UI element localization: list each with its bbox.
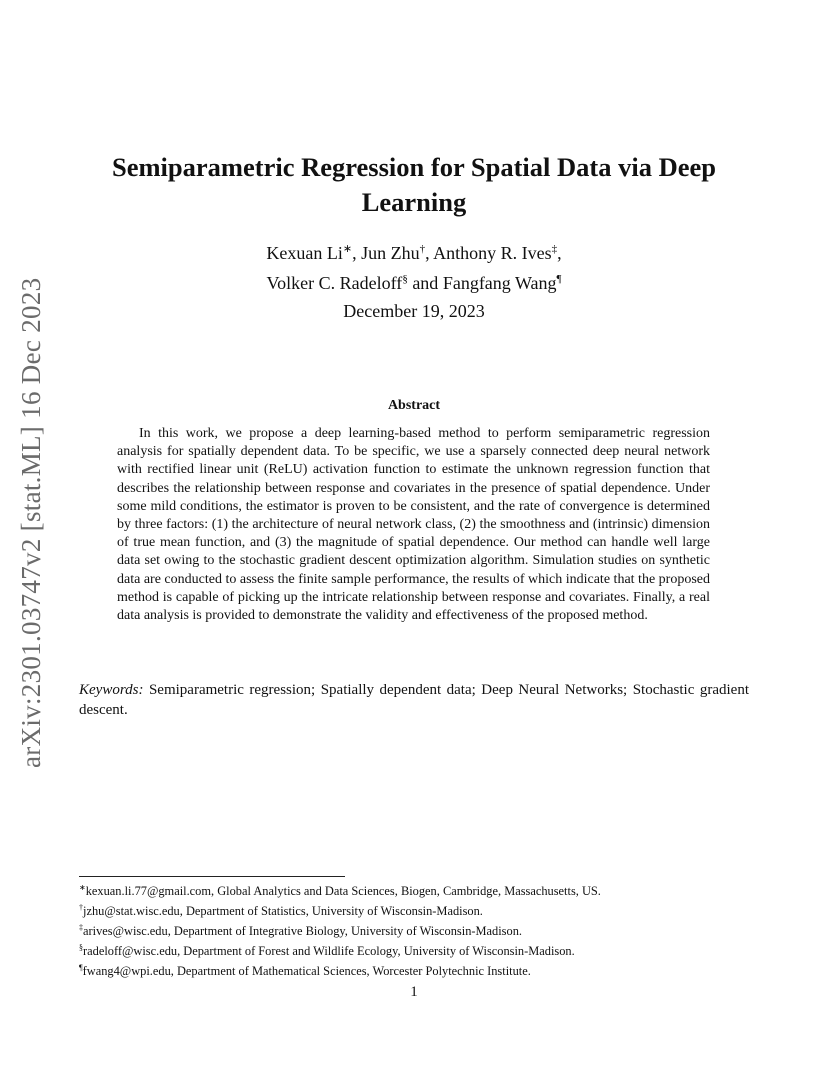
author-list xyxy=(120,236,708,296)
footnote xyxy=(79,940,749,960)
author-mark: ¶ xyxy=(556,273,562,285)
keywords-text: Semiparametric regression; Spatially dependent data; Deep Neural Networks; Stochastic gradient descent. xyxy=(79,682,749,718)
footnote-mark: § xyxy=(79,942,83,952)
author-mark: ∗ xyxy=(342,243,353,255)
arxiv-identifier: arXiv:2301.03747v2 [stat.ML] 16 Dec 2023 xyxy=(16,277,46,768)
author-name: Jun Zhu xyxy=(361,243,420,263)
footnote xyxy=(79,920,749,940)
page-number: 1 xyxy=(410,984,418,1000)
author-separator: , xyxy=(425,243,434,263)
abstract-heading: Abstract xyxy=(387,398,441,413)
footnote xyxy=(79,960,749,980)
author-mark: † xyxy=(419,243,426,255)
paper-title: Semiparametric Regression for Spatial Data via Deep Learning xyxy=(111,152,716,217)
author-separator: and xyxy=(407,273,443,293)
footnote-mark: ∗ xyxy=(79,883,86,892)
footnotes xyxy=(79,880,749,980)
footnote-mark: ‡ xyxy=(79,922,83,932)
author-separator: , xyxy=(352,243,362,263)
author-name: Kexuan Li xyxy=(266,243,343,263)
footnote-divider xyxy=(79,876,345,877)
footnote-mark: ¶ xyxy=(79,962,83,972)
footnote xyxy=(79,880,749,900)
author-mark: § xyxy=(402,273,408,285)
author-separator: , xyxy=(557,243,562,263)
author-name: Anthony R. Ives xyxy=(433,243,552,263)
footnote-text: kexuan.li.77@gmail.com, Global Analytics and Data Sciences, Biogen, Cambridge, Massachusetts, US. xyxy=(85,884,601,899)
abstract-body: In this work, we propose a deep learning-based method to perform semiparametric regression analysis for spatially dependent data. To be specific, we use a sparsely connected deep neural network with rectified linear unit (ReLU) activation function to estimate the unknown regression function that describes the relationship between response and covariates in the presence of spatial dependence. Under some mild conditions, the estimator is proven to be consistent, and the rate of convergence is determined by three factors: (1) the architecture of neural network class, (2) the smoothness and (intrinsic) dimension of true mean function, and (3) the magnitude of spatial dependence. Our method can handle well large data set owing to the stochastic gradient descent optimization algorithm. Simulation studies on synthetic data are conducted to assess the finite sample performance, the results of which indicate that the proposed method is capable of picking up the intricate relationship between response and covariates. Finally, a real data analysis is provided to demonstrate the validity and effectiveness of the proposed method. xyxy=(117,426,710,624)
keywords-label: Keywords: xyxy=(79,682,144,698)
footnote-mark: † xyxy=(79,902,83,912)
footnote-text: arives@wisc.edu, Department of Integrative Biology, University of Wisconsin-Madison. xyxy=(83,923,522,938)
footnote-text: radeloff@wisc.edu, Department of Forest and Wildlife Ecology, University of Wisconsin-Madison. xyxy=(83,943,575,958)
footnote-text: jzhu@stat.wisc.edu, Department of Statistics, University of Wisconsin-Madison. xyxy=(83,904,483,919)
footnote-text: fwang4@wpi.edu, Department of Mathematical Sciences, Worcester Polytechnic Institute. xyxy=(82,963,531,978)
publication-date: December 19, 2023 xyxy=(343,301,485,321)
footnote xyxy=(79,900,749,920)
author-mark: ‡ xyxy=(551,243,558,255)
keywords xyxy=(79,680,749,720)
author-name: Volker C. Radeloff xyxy=(266,273,403,293)
author-name: Fangfang Wang xyxy=(442,273,557,293)
